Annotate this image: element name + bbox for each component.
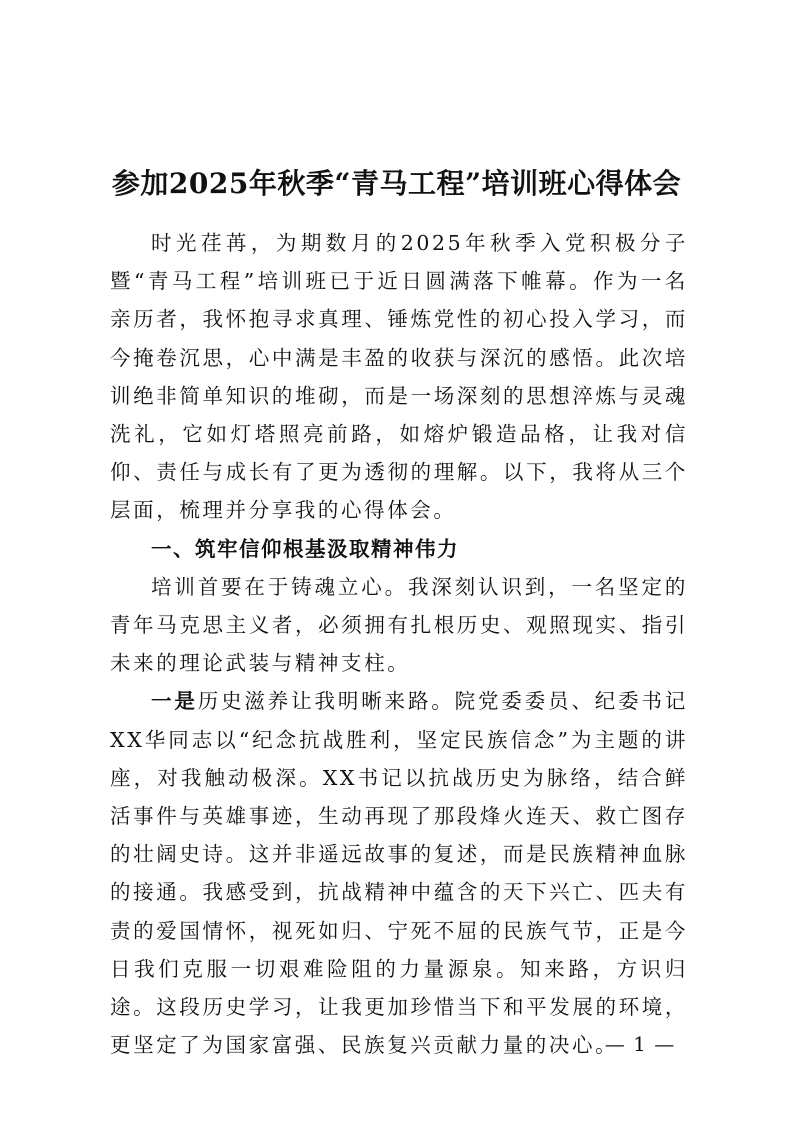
document-body (110, 224, 688, 1064)
section-paragraph: 培训首要在于铸魂立心。我深刻认识到，一名坚定的青年马克思主义者，必须拥有扎根历史、观照现实、指引未来的理论武装与精神支柱。 (110, 574, 688, 676)
point-paragraph (110, 682, 688, 1064)
point-text: 历史滋养让我明晰来路。院党委委员、纪委书记XX华同志以“纪念抗战胜利，坚定民族信念”为主题的讲座，对我触动极深。XX书记以抗战历史为脉络，结合鲜活事件与英雄事迹，生动再现了那段烽火连天、救亡图存的壮阔史诗。这并非遥远故事的复述，而是民族精神血脉的接通。我感受到，抗战精神中蕴含的天下兴亡、匹夫有责的爱国情怀，视死如归、宁死不屈的民族气节，正是今日我们克服一切艰难险阻的力量源泉。知来路，方识归途。这段历史学习，让我更加珍惜当下和平发展的环境，更坚定了为国家富强、民族复兴贡献力量的决心。 (110, 689, 688, 1058)
page-number: — 1 — (604, 1032, 676, 1056)
document-title: 参加2025年秋季“青马工程”培训班心得体会 (111, 166, 682, 200)
intro-paragraph: 时光荏苒，为期数月的2025年秋季入党积极分子暨“青马工程”培训班已于近日圆满落下帷幕。作为一名亲历者，我怀抱寻求真理、锤炼党性的初心投入学习，而今掩卷沉思，心中满是丰盈的收获与深沉的感悟。此次培训绝非简单知识的堆砌，而是一场深刻的思想淬炼与灵魂洗礼，它如灯塔照亮前路，如熔炉锻造品格，让我对信仰、责任与成长有了更为透彻的理解。以下，我将从三个层面，梳理并分享我的心得体会。 (110, 231, 688, 523)
point-lead: 一是 (151, 689, 198, 714)
section-heading: 一、筑牢信仰根基汲取精神伟力 (151, 536, 459, 561)
